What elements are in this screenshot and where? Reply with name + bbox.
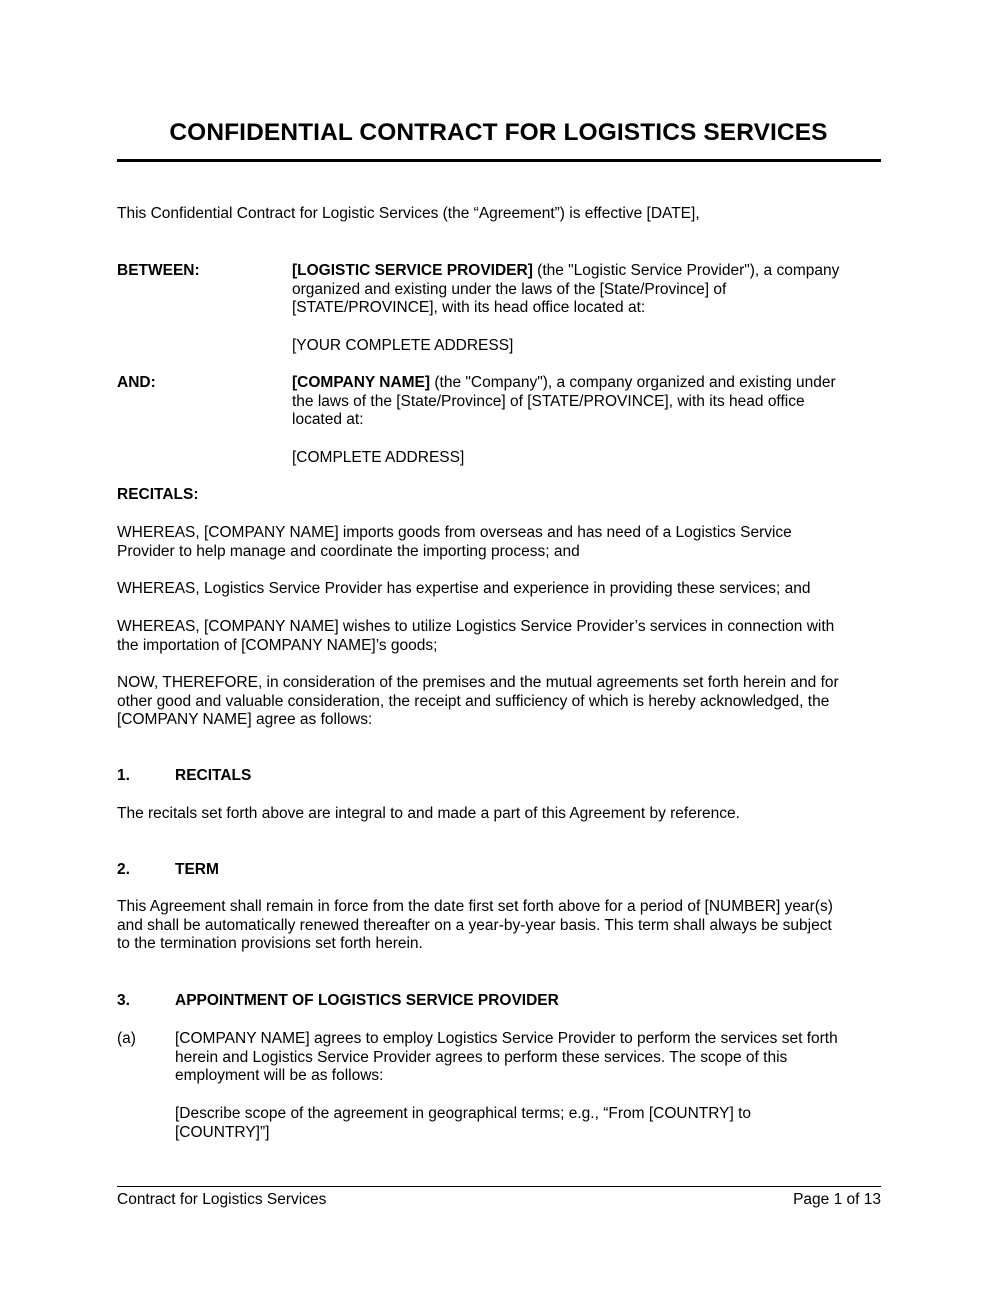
section-3-item-a-label: (a) bbox=[117, 1030, 136, 1047]
company-line-2: the laws of the [State/Province] of [STATE/PROVINCE], with its head office bbox=[292, 392, 805, 410]
provider-line-1 bbox=[292, 262, 882, 281]
section-1-number: 1. bbox=[117, 767, 130, 784]
recital-1-line-2: Provider to help manage and coordinate the importing process; and bbox=[117, 542, 580, 560]
document-title: CONFIDENTIAL CONTRACT FOR LOGISTICS SERVICES bbox=[169, 119, 828, 146]
section-2-line-3: to the termination provisions set forth herein. bbox=[117, 935, 423, 952]
title-divider bbox=[117, 159, 881, 162]
section-3-heading: APPOINTMENT OF LOGISTICS SERVICE PROVIDER bbox=[175, 992, 559, 1009]
section-3-item-a-line-2: herein and Logistics Service Provider agrees to perform these services. The scope of this bbox=[175, 1048, 788, 1066]
company-line-1 bbox=[292, 374, 882, 393]
provider-address: [YOUR COMPLETE ADDRESS] bbox=[292, 337, 514, 354]
section-1-paragraph: The recitals set forth above are integral to and made a part of this Agreement by reference. bbox=[117, 805, 740, 822]
and-label: AND: bbox=[117, 374, 156, 391]
footer-page-number: Page 1 of 13 bbox=[793, 1191, 881, 1208]
section-1-heading: RECITALS bbox=[175, 767, 252, 784]
section-3-item-a-paragraph bbox=[175, 1030, 880, 1086]
section-2-heading: TERM bbox=[175, 861, 219, 878]
provider-name: [LOGISTIC SERVICE PROVIDER] bbox=[292, 262, 533, 279]
company-address: [COMPLETE ADDRESS] bbox=[292, 449, 465, 466]
scope-line-2: [COUNTRY]”] bbox=[175, 1123, 270, 1141]
provider-line-2: organized and existing under the laws of the [State/Province] of bbox=[292, 280, 727, 298]
recital-paragraph-2 bbox=[117, 580, 885, 599]
footer-divider bbox=[117, 1186, 881, 1187]
section-2-paragraph bbox=[117, 898, 885, 954]
section-2-line-1: This Agreement shall remain in force from the date first set forth above for a period of [NUMBER] year(s) bbox=[117, 898, 833, 915]
company-line-3: located at: bbox=[292, 411, 364, 428]
recital-2-line-1: WHEREAS, Logistics Service Provider has expertise and experience in providing these services; and bbox=[117, 580, 811, 597]
recital-3-line-2: the importation of [COMPANY NAME]’s goods; bbox=[117, 636, 438, 654]
recitals-label: RECITALS: bbox=[117, 486, 199, 503]
provider-line-1-rest: (the "Logistic Service Provider"), a company bbox=[532, 262, 840, 279]
provider-paragraph bbox=[292, 262, 882, 318]
section-2-number: 2. bbox=[117, 861, 130, 878]
footer-document-name: Contract for Logistics Services bbox=[117, 1191, 327, 1208]
company-name: [COMPANY NAME] bbox=[292, 374, 431, 391]
section-3-item-a-line-1: [COMPANY NAME] agrees to employ Logistics Service Provider to perform the services set forth bbox=[175, 1030, 838, 1047]
now-therefore-line-2: other good and valuable consideration, the receipt and sufficiency of which is hereby acknowledged, the bbox=[117, 692, 830, 710]
section-3-number: 3. bbox=[117, 992, 130, 1009]
provider-line-3: [STATE/PROVINCE], with its head office located at: bbox=[292, 299, 646, 316]
company-line-1-rest: (the "Company"), a company organized and existing under bbox=[430, 374, 836, 391]
section-2-line-2: and shall be automatically renewed thereafter on a year-by-year basis. This term shall always be subject bbox=[117, 916, 832, 934]
recital-3-line-1: WHEREAS, [COMPANY NAME] wishes to utilize Logistics Service Provider’s services in connection with bbox=[117, 618, 835, 635]
intro-paragraph: This Confidential Contract for Logistic Services (the “Agreement”) is effective [DATE], bbox=[117, 205, 700, 222]
section-3-scope-placeholder bbox=[175, 1105, 880, 1142]
company-paragraph bbox=[292, 374, 882, 430]
recital-paragraph-1 bbox=[117, 524, 885, 561]
recital-1-line-1: WHEREAS, [COMPANY NAME] imports goods from overseas and has need of a Logistics Service bbox=[117, 524, 792, 541]
scope-line-1: [Describe scope of the agreement in geographical terms; e.g., “From [COUNTRY] to bbox=[175, 1105, 752, 1122]
now-therefore-line-3: [COMPANY NAME] agree as follows: bbox=[117, 711, 373, 728]
section-3-item-a-line-3: employment will be as follows: bbox=[175, 1067, 384, 1084]
recital-paragraph-3 bbox=[117, 618, 885, 655]
between-label: BETWEEN: bbox=[117, 262, 200, 279]
now-therefore-paragraph bbox=[117, 674, 885, 730]
now-therefore-line-1: NOW, THEREFORE, in consideration of the premises and the mutual agreements set forth herein and for bbox=[117, 674, 839, 691]
